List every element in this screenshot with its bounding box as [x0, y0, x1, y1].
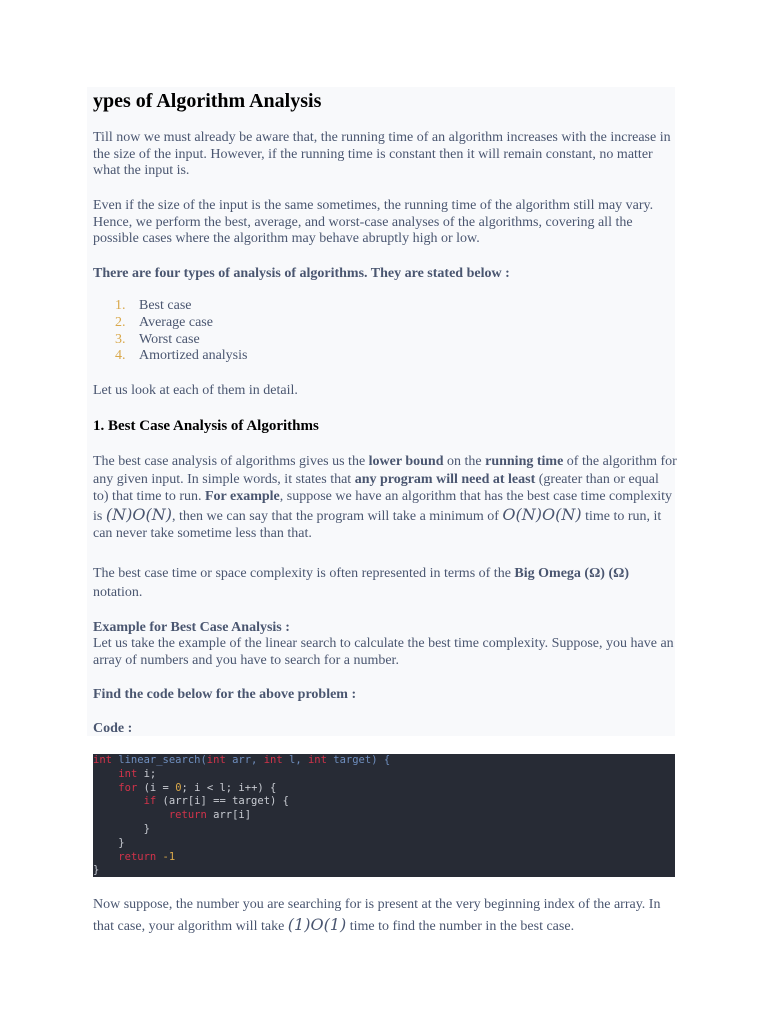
page-title: ypes of Algorithm Analysis [93, 90, 322, 112]
list-number: 2. [115, 314, 126, 330]
list-label: Average case [139, 314, 213, 330]
find-code-text: Find the code below for the above problem : [93, 687, 357, 702]
example-heading: Example for Best Case Analysis : [93, 620, 290, 635]
list-label: Best case [139, 298, 192, 313]
conclusion-paragraph: Now suppose, the number you are searching for is present at the very beginning index of the array. In that case, your algorithm will take (1)O(1) time to find the number in the best case. [93, 897, 661, 934]
list-number: 1. [115, 298, 126, 313]
best-case-paragraph-2: The best case time or space complexity is often represented in terms of the Big Omega (Ω) (Ω) notation. [93, 566, 629, 600]
types-heading: There are four types of analysis of algorithms. They are stated below : [93, 266, 510, 281]
example-text: Let us take the example of the linear search to calculate the best time complexity. Suppose, you have an array of numbers and you have to search for a number. [93, 636, 674, 668]
math-expression: (1)O(1) [287, 914, 347, 934]
code-block: int linear_search(int arr, int l, int target) { int i; for (i = 0; i < l; i++) { if (arr[i] == target) { return arr[i] } } return -1 } [93, 754, 675, 877]
intro-paragraph-1: Till now we must already be aware that, the running time of an algorithm increases with the increase in the size of the input. However, if the running time is constant then it will remain constant, no matter what the input is. [93, 130, 671, 179]
types-list [93, 298, 677, 365]
list-item [93, 298, 677, 315]
list-item [93, 315, 677, 332]
detail-intro: Let us look at each of them in detail. [93, 383, 298, 398]
intro-paragraph-2: Even if the size of the input is the same sometimes, the running time of the algorithm still may vary. Hence, we perform the best, average, and worst-case analyses of the algorithms, covering all the possible cases where the algorithm may behave abruptly high or low. [93, 198, 654, 247]
math-expression: O(N)O(N) [502, 504, 582, 524]
best-case-paragraph-1: The best case analysis of algorithms gives us the lower bound on the running time of the algorithm for any given input. In simple words, it states that any program will need at least (greater than or equal to) that time to run. For example, suppose we have an algorithm that has the best case time complexity is (N)O(N), then we can say that the program will take a minimum of O(N)O(N) time to run, it can never take sometime less than that. [93, 454, 677, 541]
list-item [93, 348, 677, 365]
list-number: 3. [115, 331, 126, 347]
list-label: Amortized analysis [139, 348, 248, 364]
list-number: 4. [115, 348, 126, 364]
best-case-heading: 1. Best Case Analysis of Algorithms [93, 418, 319, 434]
code-label: Code : [93, 721, 133, 736]
list-item [93, 332, 677, 349]
list-label: Worst case [139, 331, 200, 347]
math-expression: (N)O(N) [105, 504, 172, 524]
